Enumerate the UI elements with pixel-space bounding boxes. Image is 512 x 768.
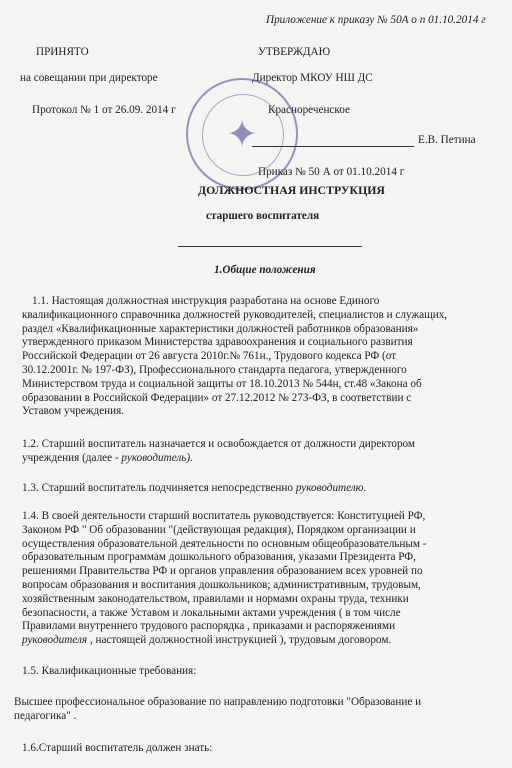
- round-seal-stamp: [186, 78, 298, 190]
- p12-text: учреждения (далее -: [22, 452, 122, 464]
- p11-line: 1.1. Настоящая должностная инструкция разработана на основе Единого: [32, 295, 380, 307]
- paragraph-1-5-text-line1: Высшее профессиональное образование по направлению подготовки "Образование и: [14, 696, 422, 708]
- p11-line: Уставом учреждения.: [22, 405, 125, 418]
- p14-line: осуществления образовательной деятельности по основным общеобразовательным -: [22, 537, 427, 550]
- p14-line: решениями Правительства РФ и органов управления образованием всех уровней по: [22, 565, 423, 578]
- p11-line: образовании в Российской Федерации» от 27.12.2012 № 273-ФЗ, в соответствии с: [22, 391, 412, 404]
- p14-line: безопасности, а также Уставом и локальными актами учреждения ( в том числе: [22, 606, 401, 619]
- p14-italic: руководителя: [22, 634, 88, 647]
- paragraph-1-2-line2: [22, 452, 193, 465]
- paragraph-1-5-text-line2: педагогика" .: [14, 710, 77, 722]
- document-subtitle: старшего воспитателя: [206, 210, 320, 222]
- p14-line: 1.4. В своей деятельности старший воспитатель руководствуется: Конституцией РФ,: [22, 510, 426, 522]
- title-underline: [178, 246, 362, 247]
- paragraph-1-4: [22, 510, 492, 648]
- p11-line: Министерством труда и социальной защиты от 18.10.2013 № 544н, ст.48 «Закона об: [22, 377, 422, 390]
- p11-line: 30.12.2001г. № 197-ФЗ), Профессионального стандарта педагога, утвержденного: [22, 363, 407, 376]
- p11-line: квалификационного справочника должностей руководителей, специалистов и служащих,: [22, 308, 448, 321]
- p11-line: Российской Федерации от 26 августа 2010г.№ 761н., Трудового кодекса РФ (от: [22, 350, 397, 363]
- p12-italic: руководитель).: [121, 452, 193, 464]
- p14-line: хозяйственным законодательством, правилами и нормами охраны труда, техники: [22, 592, 409, 605]
- eagle-emblem-icon: ✦: [226, 112, 258, 156]
- signature-name: Е.В. Петина: [418, 134, 476, 146]
- paragraph-1-1: [22, 295, 492, 419]
- meeting-text: на совещании при директоре: [20, 72, 158, 84]
- protocol-text: Протокол № 1 от 26.09. 2014 г: [32, 104, 176, 116]
- place-text: Краснореченское: [268, 104, 350, 116]
- section-heading: 1.Общие положения: [214, 264, 316, 276]
- p14-line-last: [22, 634, 492, 648]
- p14-line: Законом РФ " Об образовании "(действующая редакция), Порядком организации и: [22, 523, 416, 536]
- p14-line: Правилами внутреннего трудового распорядка , приказами и распоряжениями: [22, 620, 396, 633]
- appendix-note: Приложение к приказу № 50А о п 01.10.2014 г: [266, 14, 486, 26]
- p11-line: утвержденного приказом Министерства здравоохранения и социального развития: [22, 336, 413, 349]
- p14-line: вопросам образования и воспитания дошкольников; административным, трудовым,: [22, 578, 421, 591]
- document-title: ДОЛЖНОСТНАЯ ИНСТРУКЦИЯ: [198, 183, 385, 197]
- p14-line: образовательным программам дошкольного образования, указами Президента РФ,: [22, 551, 416, 564]
- paragraph-1-2-line1: 1.2. Старший воспитатель назначается и освобождается от должности директором: [22, 438, 415, 450]
- order-text: Приказ № 50 А от 01.10.2014 г: [258, 166, 405, 178]
- p13-italic: руководителю.: [295, 482, 367, 494]
- paragraph-1-5: 1.5. Квалификационные требования:: [22, 665, 197, 677]
- accepted-label: ПРИНЯТО: [36, 46, 89, 58]
- p14-text: , настоящей должностной инструкцией ), трудовым договором.: [87, 634, 392, 647]
- approved-label: УТВЕРЖДАЮ: [258, 46, 331, 58]
- paragraph-1-6: 1.6.Старший воспитатель должен знать:: [22, 742, 213, 754]
- p13-text: 1.3. Старший воспитатель подчиняется непосредственно: [22, 482, 296, 494]
- director-text: Директор МКОУ НШ ДС: [252, 72, 373, 84]
- paragraph-1-3: [22, 482, 366, 495]
- p11-line: раздел «Квалификационные характеристики должностей работников образования»: [22, 322, 419, 335]
